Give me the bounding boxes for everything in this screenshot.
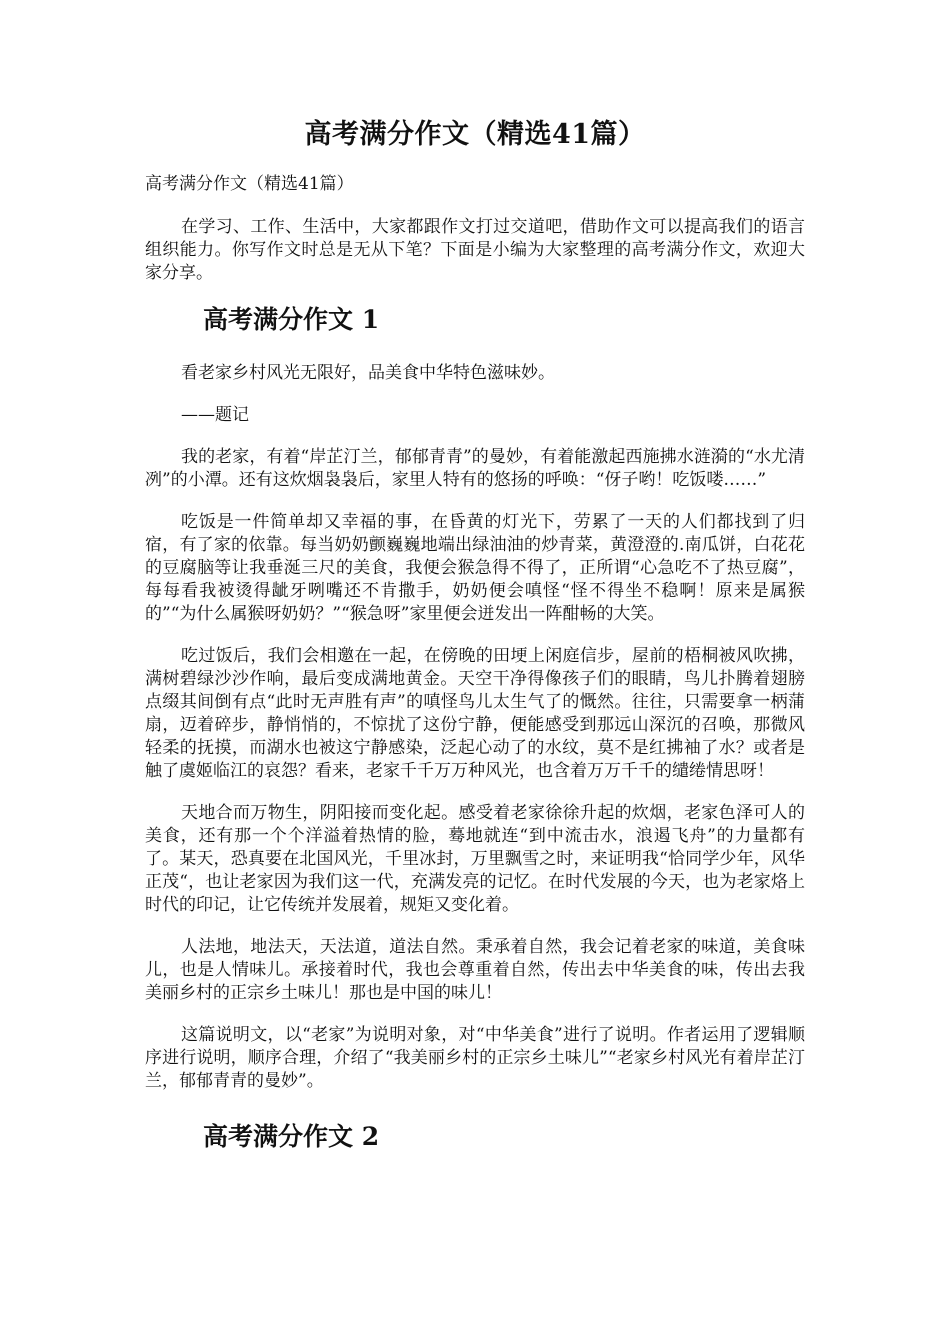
paragraph: 我的老家，有着“岸芷汀兰，郁郁青青”的曼妙，有着能激起西施拂水涟漪的“水尤清冽”的小潭。还有这炊烟袅袅后，家里人特有的悠扬的呼唤：“伢子哟！吃饭喽……” [145,447,805,490]
intro-paragraph: 在学习、工作、生活中，大家都跟作文打过交道吧，借助作文可以提高我们的语言组织能力。你写作文时总是无从下笔？下面是小编为大家整理的高考满分作文，欢迎大家分享。 [145,217,805,283]
paragraph: 人法地，地法天，天法道，道法自然。秉承着自然，我会记着老家的味道，美食味儿，也是人情味儿。承接着时代，我也会尊重着自然，传出去中华美食的味，传出去我美丽乡村的正宗乡土味儿！那也是中国的味儿！ [145,937,805,1003]
paragraph: 吃过饭后，我们会相邀在一起，在傍晚的田埂上闲庭信步，屋前的梧桐被风吹拂，满树碧绿沙沙作响，最后变成满地黄金。天空干净得像孩子们的眼睛，鸟儿扑腾着翅膀点缀其间倒有点“此时无声胜有声”的嗔怪鸟儿太生气了的慨然。往往，只需要拿一柄蒲扇，迈着碎步，静悄悄的，不惊扰了这份宁静，便能感受到那远山深沉的召唤，那微风轻柔的抚摸，而湖水也被这宁静感染，泛起心动了的水纹，莫不是红拂袖了水？或者是触了虞姬临江的哀怨？看来，老家千千万万种风光，也含着万万千千的缱绻情思呀！ [145,646,805,781]
section-heading-2: 高考满分作文 2 [203,1122,380,1151]
paragraph: 看老家乡村风光无限好，品美食中华特色滋味妙。 [181,363,555,383]
paragraph: 吃饭是一件简单却又幸福的事，在昏黄的灯光下，劳累了一天的人们都找到了归宿，有了家的依靠。每当奶奶颤巍巍地端出绿油油的炒青菜，黄澄澄的.南瓜饼，白花花的豆腐脑等让我垂涎三尺的美食，我便会猴急得不得了，正所谓“心急吃不了热豆腐”，每每看我被烫得龇牙咧嘴还不肯撒手，奶奶便会嗔怪“怪不得坐不稳啊！原来是属猴的”“为什么属猴呀奶奶？”“猴急呀”家里便会迸发出一阵酣畅的大笑。 [145,512,805,624]
paragraph: 天地合而万物生，阴阳接而变化起。感受着老家徐徐升起的炊烟，老家色泽可人的美食，还有那一个个洋溢着热情的脸，蓦地就连“到中流击水，浪遏飞舟”的力量都有了。某天，恐真要在北国风光，千里冰封，万里飘雪之时，来证明我“恰同学少年，风华正茂“，也让老家因为我们这一代，充满发亮的记忆。在时代发展的今天，也为老家烙上时代的印记，让它传统并发展着，规矩又变化着。 [145,803,805,915]
document-body [145,216,805,1179]
paragraph: ——题记 [181,405,249,425]
paragraph: 这篇说明文，以“老家”为说明对象，对“中华美食”进行了说明。作者运用了逻辑顺序进行说明，顺序合理，介绍了“我美丽乡村的正宗乡土味儿”“老家乡村风光有着岸芷汀兰，郁郁青青的曼妙”。 [145,1025,805,1091]
document-subtitle: 高考满分作文（精选41篇） [145,174,354,194]
document-title: 高考满分作文（精选41篇） [304,119,646,150]
section-heading-1: 高考满分作文 1 [203,305,380,334]
